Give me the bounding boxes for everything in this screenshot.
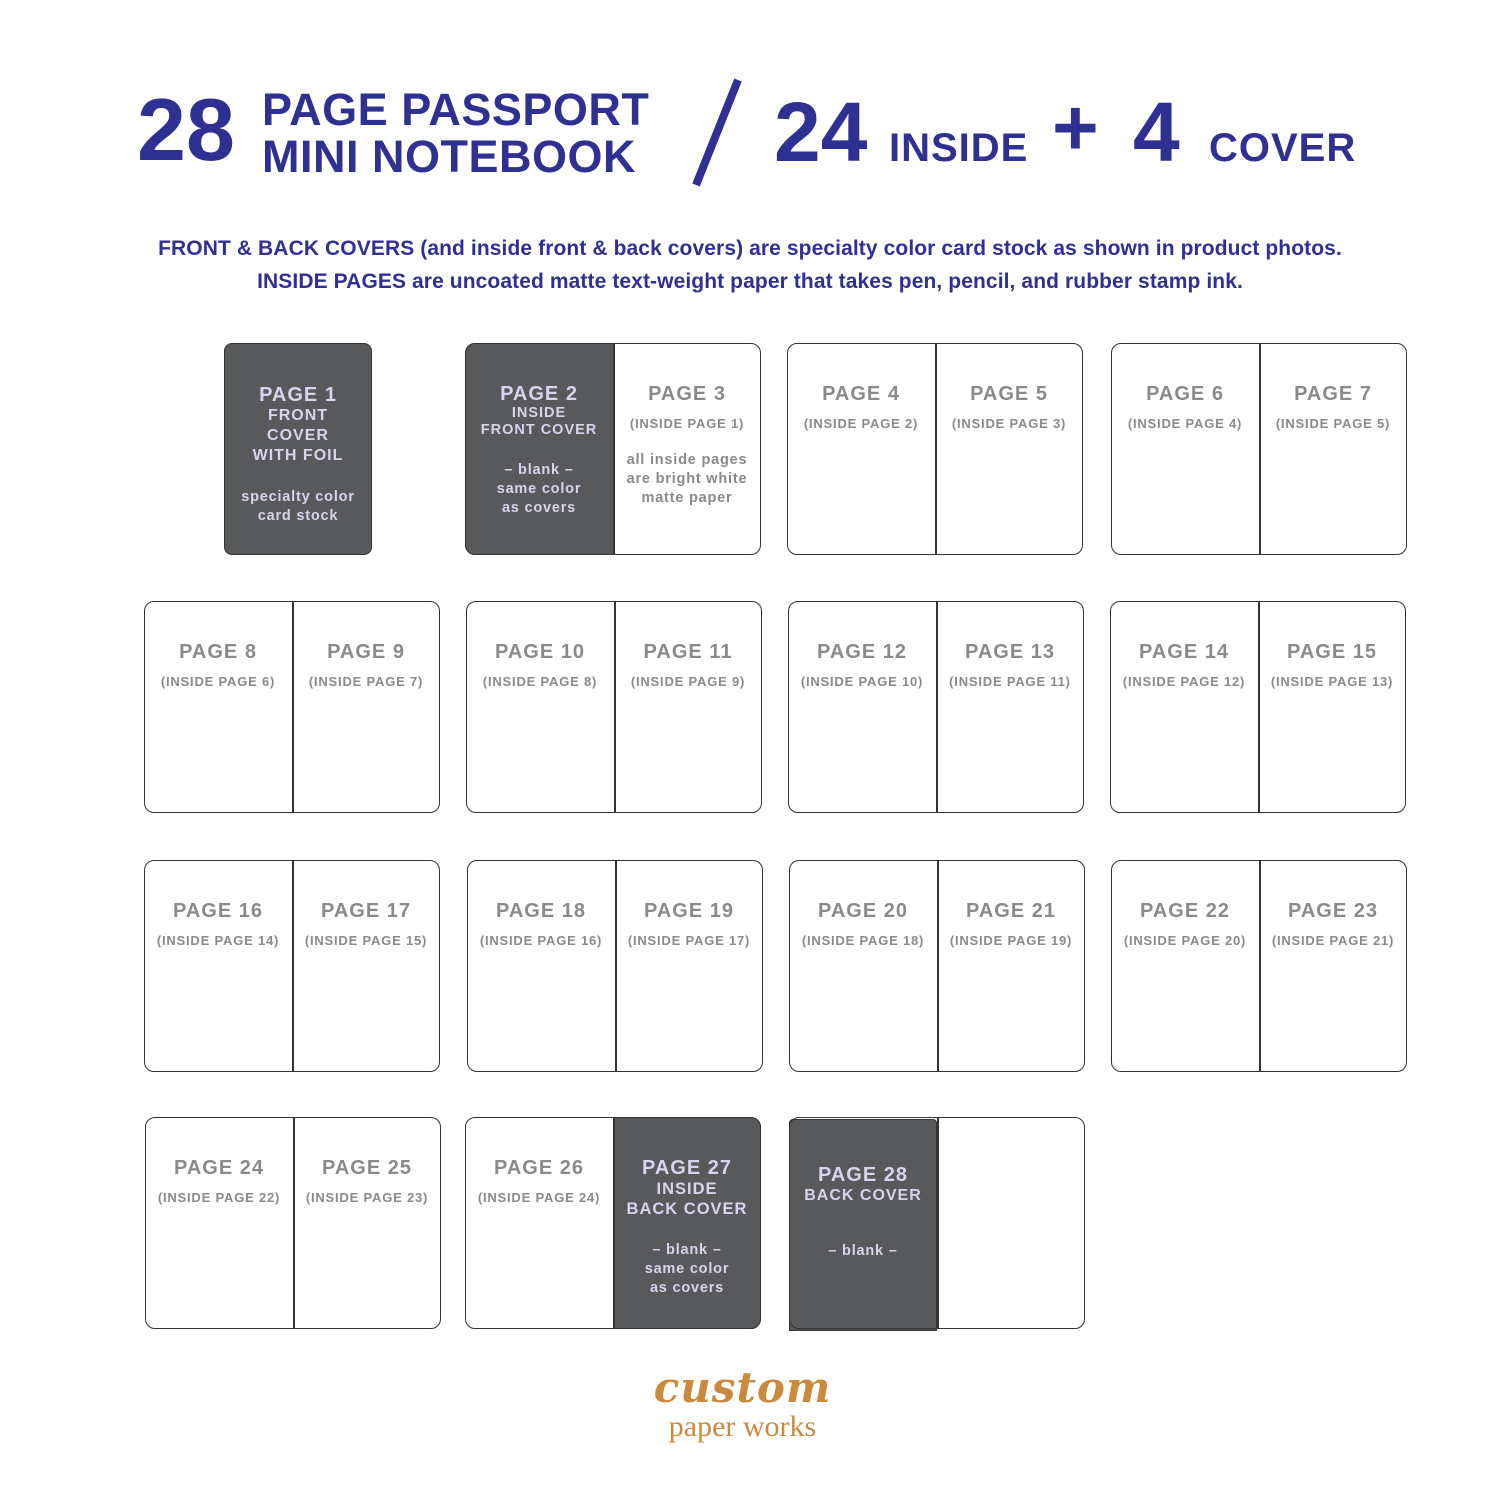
page-25 bbox=[293, 1117, 441, 1329]
inside-page-number: (INSIDE PAGE 23) bbox=[305, 1190, 429, 1205]
page-8 bbox=[144, 601, 292, 813]
spread-spine bbox=[293, 1117, 295, 1329]
page-note-line: as covers bbox=[649, 1280, 725, 1296]
title-line-2: MINI NOTEBOOK bbox=[262, 131, 636, 182]
page-title: PAGE 14 bbox=[1139, 641, 1229, 663]
page-title: PAGE 17 bbox=[321, 900, 411, 922]
inside-page-number: (INSIDE PAGE 18) bbox=[801, 933, 925, 948]
page-title: PAGE 21 bbox=[966, 900, 1056, 922]
page-title: PAGE 1 bbox=[259, 384, 337, 406]
inside-page-number: (INSIDE PAGE 14) bbox=[156, 933, 280, 948]
page-12 bbox=[788, 601, 936, 813]
inside-page-number: (INSIDE PAGE 21) bbox=[1271, 933, 1395, 948]
page-heading-line: FRONT COVER bbox=[480, 422, 598, 438]
page-note-line: – blank – bbox=[652, 1242, 722, 1258]
page-title: PAGE 18 bbox=[496, 900, 586, 922]
page-10 bbox=[466, 601, 614, 813]
inside-label: INSIDE bbox=[889, 126, 1029, 170]
plus-sign: + bbox=[1052, 83, 1099, 172]
spread-spine bbox=[1259, 343, 1261, 555]
page-heading-line: WITH FOIL bbox=[252, 447, 344, 464]
page-title: PAGE 23 bbox=[1288, 900, 1378, 922]
inside-page-number: (INSIDE PAGE 7) bbox=[308, 674, 424, 689]
spread-spine bbox=[935, 343, 937, 555]
inside-page-number: (INSIDE PAGE 22) bbox=[157, 1190, 281, 1205]
inside-page-number: (INSIDE PAGE 10) bbox=[800, 674, 924, 689]
spread-spine bbox=[613, 343, 615, 555]
page-heading-line: COVER bbox=[267, 427, 329, 444]
page-count-total: 28 bbox=[137, 80, 235, 179]
page-title: PAGE 19 bbox=[644, 900, 734, 922]
spread-spine bbox=[292, 601, 294, 813]
page-title: PAGE 8 bbox=[179, 641, 257, 663]
inside-page-number: (INSIDE PAGE 3) bbox=[951, 416, 1067, 431]
page-28 bbox=[789, 1119, 937, 1331]
page-3 bbox=[613, 343, 761, 555]
page-note-line: – blank – bbox=[828, 1243, 898, 1259]
page-21 bbox=[937, 860, 1085, 1072]
page-title: PAGE 20 bbox=[818, 900, 908, 922]
page-title: PAGE 7 bbox=[1294, 383, 1372, 405]
page-9 bbox=[292, 601, 440, 813]
page-22 bbox=[1111, 860, 1259, 1072]
page-15 bbox=[1258, 601, 1406, 813]
description-line-2: INSIDE PAGES are uncoated matte text-weight paper that takes pen, pencil, and rubber stamp ink. bbox=[257, 270, 1243, 293]
inside-page-number: (INSIDE PAGE 17) bbox=[627, 933, 751, 948]
page-heading-line: INSIDE bbox=[656, 1180, 718, 1198]
spread-spine bbox=[936, 601, 938, 813]
inside-page-number: (INSIDE PAGE 4) bbox=[1127, 416, 1243, 431]
inside-page-number: (INSIDE PAGE 16) bbox=[479, 933, 603, 948]
page-5 bbox=[935, 343, 1083, 555]
inside-page-number: (INSIDE PAGE 15) bbox=[304, 933, 428, 948]
page-title: PAGE 27 bbox=[642, 1157, 732, 1179]
page-27 bbox=[613, 1117, 761, 1329]
page-note-line: card stock bbox=[257, 508, 339, 524]
page-note-line: specialty color bbox=[241, 489, 355, 505]
page-title: PAGE 2 bbox=[500, 383, 578, 405]
page-title: PAGE 13 bbox=[965, 641, 1055, 663]
spread-spine bbox=[292, 860, 294, 1072]
page-title: PAGE 26 bbox=[494, 1157, 584, 1179]
spread-spine bbox=[613, 1117, 615, 1329]
page-heading-line: BACK COVER bbox=[626, 1200, 748, 1218]
spread-spine bbox=[614, 601, 616, 813]
page-26 bbox=[465, 1117, 613, 1329]
page-13 bbox=[936, 601, 1084, 813]
inside-page-number: (INSIDE PAGE 11) bbox=[949, 674, 1071, 689]
page-title: PAGE 5 bbox=[970, 383, 1048, 405]
page-title: PAGE 9 bbox=[327, 641, 405, 663]
page-heading-line: INSIDE bbox=[511, 405, 567, 421]
logo-script-text: custom bbox=[653, 1363, 832, 1412]
page-23 bbox=[1259, 860, 1407, 1072]
page-20 bbox=[789, 860, 937, 1072]
page-title: PAGE 4 bbox=[822, 383, 900, 405]
page-heading-line: BACK COVER bbox=[804, 1187, 922, 1204]
page-title: PAGE 11 bbox=[643, 641, 733, 663]
cover-count: 4 bbox=[1133, 85, 1180, 179]
page-title: PAGE 3 bbox=[648, 383, 726, 405]
page-1 bbox=[224, 343, 372, 555]
inside-page-number: (INSIDE PAGE 5) bbox=[1275, 416, 1391, 431]
page-title: PAGE 10 bbox=[495, 641, 585, 663]
inside-page-number: (INSIDE PAGE 13) bbox=[1270, 674, 1394, 689]
cover-label: COVER bbox=[1209, 126, 1357, 170]
inside-page-number: (INSIDE PAGE 1) bbox=[629, 416, 745, 431]
inside-page-number: (INSIDE PAGE 19) bbox=[949, 933, 1073, 948]
page-title: PAGE 6 bbox=[1146, 383, 1224, 405]
page-title: PAGE 16 bbox=[173, 900, 263, 922]
page-title: PAGE 24 bbox=[174, 1157, 264, 1179]
page-heading-line: FRONT bbox=[267, 407, 329, 424]
page-18 bbox=[467, 860, 615, 1072]
inside-page-number: (INSIDE PAGE 8) bbox=[482, 674, 598, 689]
page-11 bbox=[614, 601, 762, 813]
page-note-line: same color bbox=[644, 1261, 730, 1277]
page-17 bbox=[292, 860, 440, 1072]
spread-spine bbox=[615, 860, 617, 1072]
page-title: PAGE 28 bbox=[818, 1164, 908, 1186]
page-4 bbox=[787, 343, 935, 555]
page-note-line: – blank – bbox=[504, 462, 574, 478]
page-14 bbox=[1110, 601, 1258, 813]
page-16 bbox=[144, 860, 292, 1072]
logo-subtext: paper works bbox=[668, 1410, 817, 1443]
inside-page-number: (INSIDE PAGE 20) bbox=[1123, 933, 1247, 948]
page-24 bbox=[145, 1117, 293, 1329]
page-title: PAGE 25 bbox=[322, 1157, 412, 1179]
page-19 bbox=[615, 860, 763, 1072]
spread-spine bbox=[1259, 860, 1261, 1072]
inside-page-number: (INSIDE PAGE 12) bbox=[1122, 674, 1246, 689]
page-note-line: as covers bbox=[501, 500, 577, 516]
inside-page-number: (INSIDE PAGE 2) bbox=[803, 416, 919, 431]
slash-divider bbox=[0, 0, 1500, 200]
page-note-line: are bright white bbox=[626, 471, 748, 487]
page-7 bbox=[1259, 343, 1407, 555]
spread-spine bbox=[1258, 601, 1260, 813]
inside-count: 24 bbox=[774, 85, 868, 179]
page-note-line: matte paper bbox=[641, 490, 733, 506]
page-6 bbox=[1111, 343, 1259, 555]
page-note-line: all inside pages bbox=[626, 452, 748, 468]
page-title: PAGE 22 bbox=[1140, 900, 1230, 922]
description-line-1: FRONT & BACK COVERS (and inside front & back covers) are specialty color card stock as shown in product photos. bbox=[158, 237, 1342, 260]
inside-page-number: (INSIDE PAGE 9) bbox=[630, 674, 746, 689]
page-title: PAGE 15 bbox=[1287, 641, 1377, 663]
inside-page-number: (INSIDE PAGE 6) bbox=[160, 674, 276, 689]
page-2 bbox=[465, 343, 613, 555]
spread-spine bbox=[937, 1117, 939, 1329]
page-note-line: same color bbox=[496, 481, 582, 497]
title-line-1: PAGE PASSPORT bbox=[262, 84, 650, 135]
inside-page-number: (INSIDE PAGE 24) bbox=[477, 1190, 601, 1205]
spread-spine bbox=[937, 860, 939, 1072]
page-title: PAGE 12 bbox=[817, 641, 907, 663]
custom-paper-works-logo bbox=[650, 1365, 835, 1455]
